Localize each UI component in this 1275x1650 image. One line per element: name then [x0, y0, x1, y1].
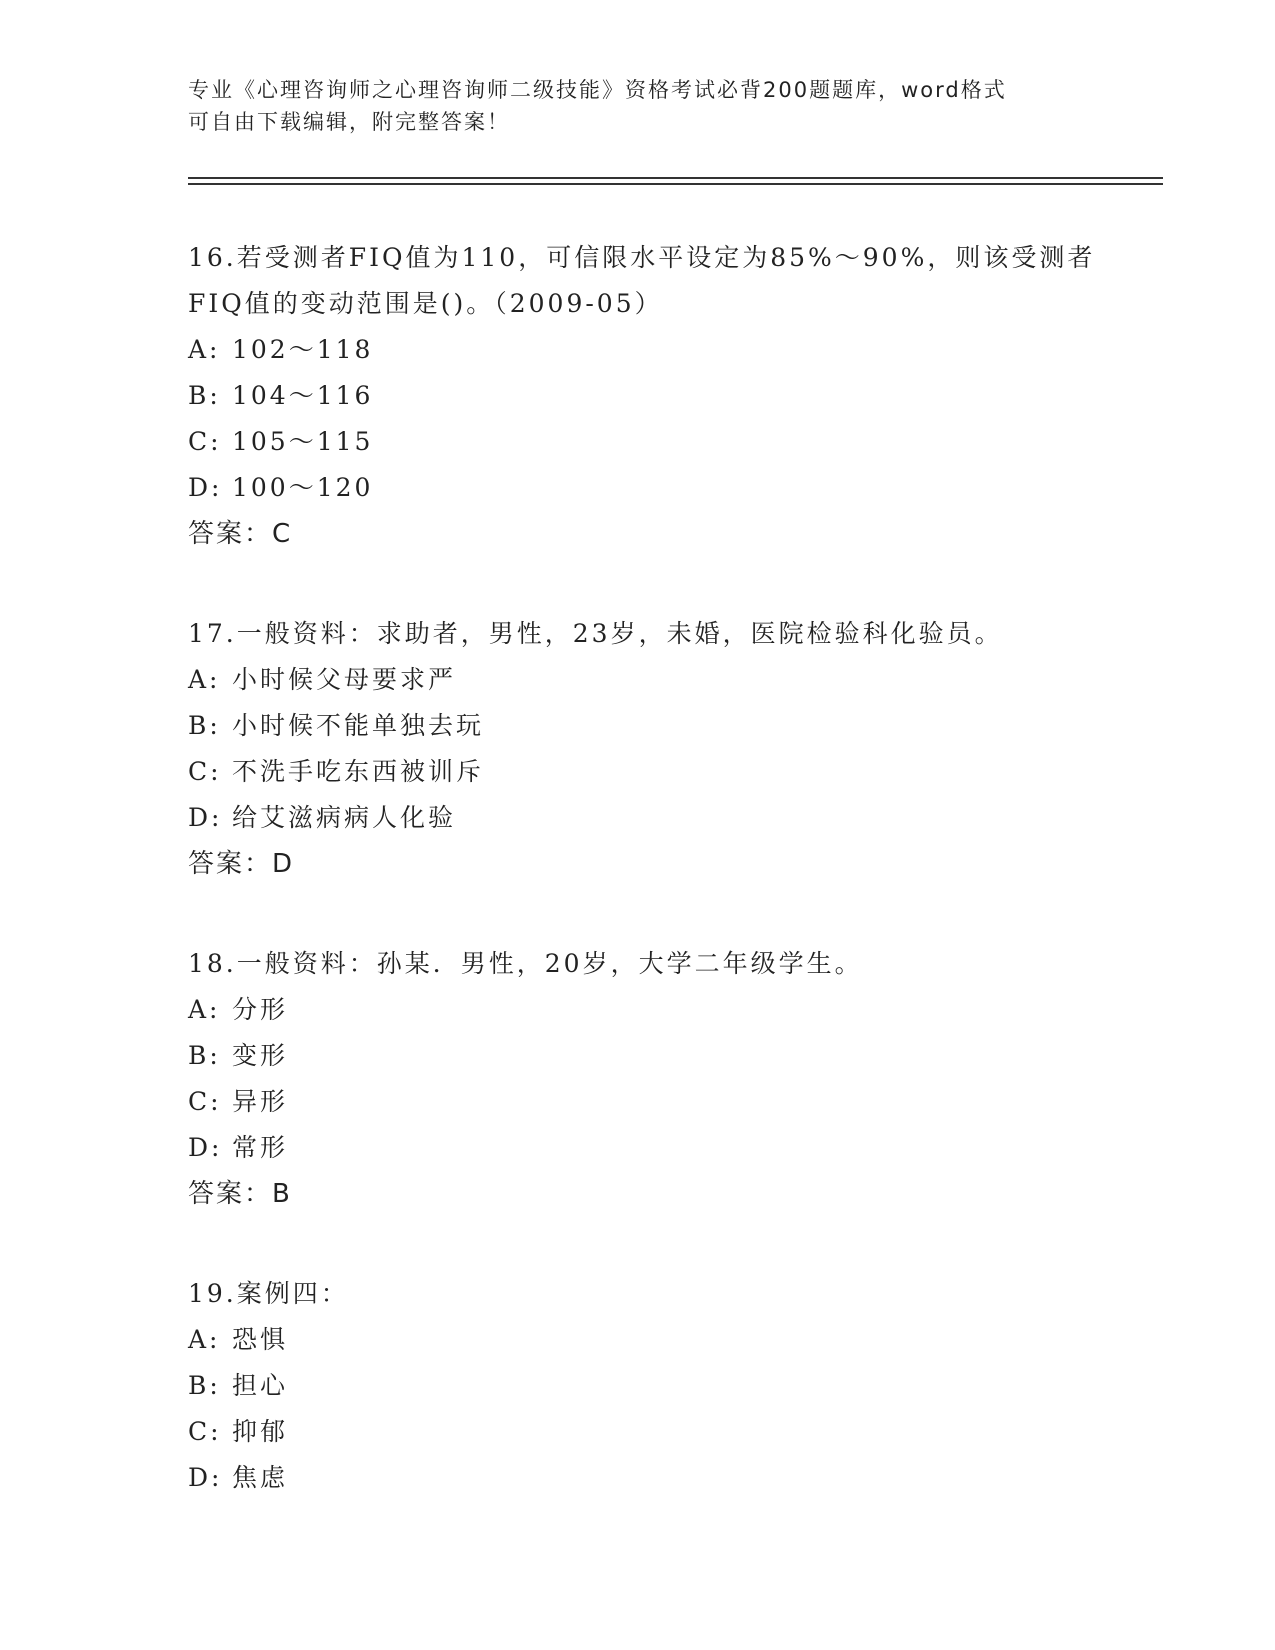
option-a [188, 987, 1088, 1033]
option-text: 104～116 [232, 381, 374, 410]
question-text-line: FIQ值的变动范围是()。（2009-05） [188, 289, 663, 318]
question-text-line: 17.一般资料：求助者，男性，23岁，未婚，医院检验科化验员。 [188, 619, 1003, 648]
header-divider-bottom [188, 183, 1163, 185]
option-c [188, 1079, 1088, 1125]
option-b [188, 703, 1088, 749]
option-key: B: [188, 1041, 221, 1070]
option-key: B: [188, 381, 221, 410]
option-key: C: [188, 1417, 222, 1446]
option-key: D: [188, 473, 223, 502]
question-list [188, 235, 1096, 1555]
header-line-1: 专业《心理咨询师之心理咨询师二级技能》资格考试必背200题题库，word格式 [188, 78, 1007, 102]
option-text: 102～118 [232, 335, 374, 364]
option-a [188, 327, 1088, 373]
option-text: 变形 [232, 1041, 289, 1070]
option-key: A: [188, 335, 221, 364]
option-b [188, 1363, 1088, 1409]
option-b [188, 1033, 1088, 1079]
question-19 [188, 1271, 1088, 1501]
option-a [188, 1317, 1088, 1363]
document-header [188, 74, 1088, 138]
option-text: 小时候不能单独去玩 [232, 711, 485, 740]
option-text: 抑郁 [232, 1417, 289, 1446]
option-key: C: [188, 757, 222, 786]
option-key: D: [188, 1463, 223, 1492]
option-d [188, 465, 1088, 511]
option-d [188, 1455, 1088, 1501]
question-text-line: 16.若受测者FIQ值为110，可信限水平设定为85%～90%，则该受测者 [188, 243, 1096, 272]
option-text: 小时候父母要求严 [232, 665, 457, 694]
option-key: D: [188, 803, 223, 832]
option-c [188, 749, 1088, 795]
option-key: B: [188, 1371, 221, 1400]
option-key: A: [188, 1325, 221, 1354]
option-key: A: [188, 995, 221, 1024]
option-text: 105～115 [232, 427, 374, 456]
option-text: 焦虑 [232, 1463, 289, 1492]
option-c [188, 419, 1088, 465]
header-divider-top [188, 177, 1163, 179]
option-key: B: [188, 711, 221, 740]
question-16 [188, 235, 1096, 557]
answer-label: 答案：C [188, 519, 293, 549]
option-key: D: [188, 1133, 223, 1162]
question-18 [188, 941, 1088, 1217]
option-text: 担心 [232, 1371, 289, 1400]
answer-label: 答案：D [188, 849, 295, 879]
option-text: 异形 [232, 1087, 289, 1116]
question-text-line: 19.案例四： [188, 1279, 349, 1308]
option-text: 恐惧 [232, 1325, 289, 1354]
option-b [188, 373, 1088, 419]
option-text: 常形 [232, 1133, 289, 1162]
question-text-line: 18.一般资料：孙某．男性，20岁，大学二年级学生。 [188, 949, 863, 978]
answer-label: 答案：B [188, 1179, 292, 1209]
option-d [188, 1125, 1088, 1171]
option-key: A: [188, 665, 221, 694]
option-a [188, 657, 1088, 703]
header-line-2: 可自由下载编辑，附完整答案！ [188, 110, 510, 134]
option-key: C: [188, 427, 222, 456]
question-17 [188, 611, 1088, 887]
option-key: C: [188, 1087, 222, 1116]
option-c [188, 1409, 1088, 1455]
option-d [188, 795, 1088, 841]
option-text: 不洗手吃东西被训斥 [232, 757, 485, 786]
option-text: 100～120 [232, 473, 374, 502]
option-text: 给艾滋病病人化验 [232, 803, 457, 832]
option-text: 分形 [232, 995, 289, 1024]
